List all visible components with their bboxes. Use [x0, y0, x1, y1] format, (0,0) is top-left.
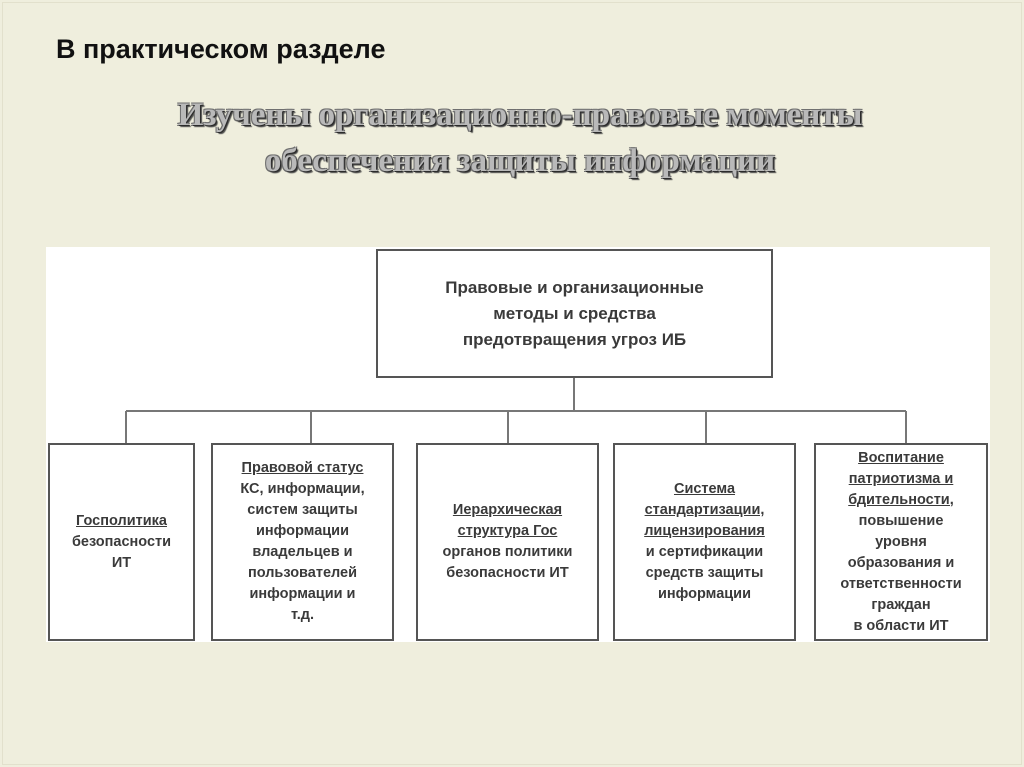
node-text-line: владельцев и [252, 544, 353, 560]
node-text-line: безопасности ИТ [446, 565, 569, 581]
node-text-line: ИТ [111, 554, 132, 571]
node-text-line: Правовой статус [241, 460, 364, 476]
node-text-line: информации и [249, 586, 356, 602]
node-text-line: бдительности, [848, 491, 954, 508]
root-node [376, 249, 773, 378]
node-text-line: информации [255, 523, 350, 539]
node-text-line: пользователей [247, 565, 358, 581]
child-node-hierarchy [416, 443, 599, 641]
node-text-line: уровня [875, 533, 927, 550]
slide-heading: В практическом разделе [56, 34, 386, 64]
node-text-line: систем защиты [247, 502, 358, 518]
node-text-line: информации [657, 586, 752, 602]
subtitle-line: Изучены организационно-правовые моменты [177, 97, 863, 133]
node-text-line: Правовые и организационные [445, 277, 704, 297]
node-text-line: КС, информации, [240, 481, 365, 497]
node-text-line: методы и средства [493, 303, 656, 323]
node-text-line: граждан [871, 596, 931, 613]
subtitle-line: обеспечения защиты информации [264, 143, 776, 179]
node-text-line: ответственности [840, 575, 962, 592]
node-text-line: стандартизации, [644, 502, 765, 518]
node-text-line: повышение [858, 512, 944, 529]
node-text-line: в области ИТ [853, 617, 949, 634]
org-chart-diagram [46, 247, 990, 642]
node-text-line: образования и [847, 554, 955, 571]
node-text-line: структура Гос [457, 523, 558, 539]
node-text-line: предотвращения угроз ИБ [462, 329, 687, 349]
child-node-legal-status [211, 443, 394, 641]
child-node-education [814, 443, 988, 641]
node-text-line: средств защиты [645, 565, 764, 581]
node-text-line: органов политики [442, 544, 573, 560]
node-text-line: патриотизма и [848, 470, 954, 487]
node-text-line: Госполитика [76, 512, 167, 529]
node-text-line: Система [673, 481, 736, 497]
slide-subtitle [80, 92, 960, 184]
node-text-line: т.д. [290, 607, 315, 623]
node-text-line: лицензирования [644, 523, 765, 539]
node-text-line: безопасности [71, 533, 172, 550]
child-node-state-policy [48, 443, 195, 641]
node-text-line: Воспитание [858, 449, 944, 466]
node-text-line: Иерархическая [452, 502, 563, 518]
child-node-standardization [613, 443, 796, 641]
node-text-line: и сертификации [645, 544, 764, 560]
